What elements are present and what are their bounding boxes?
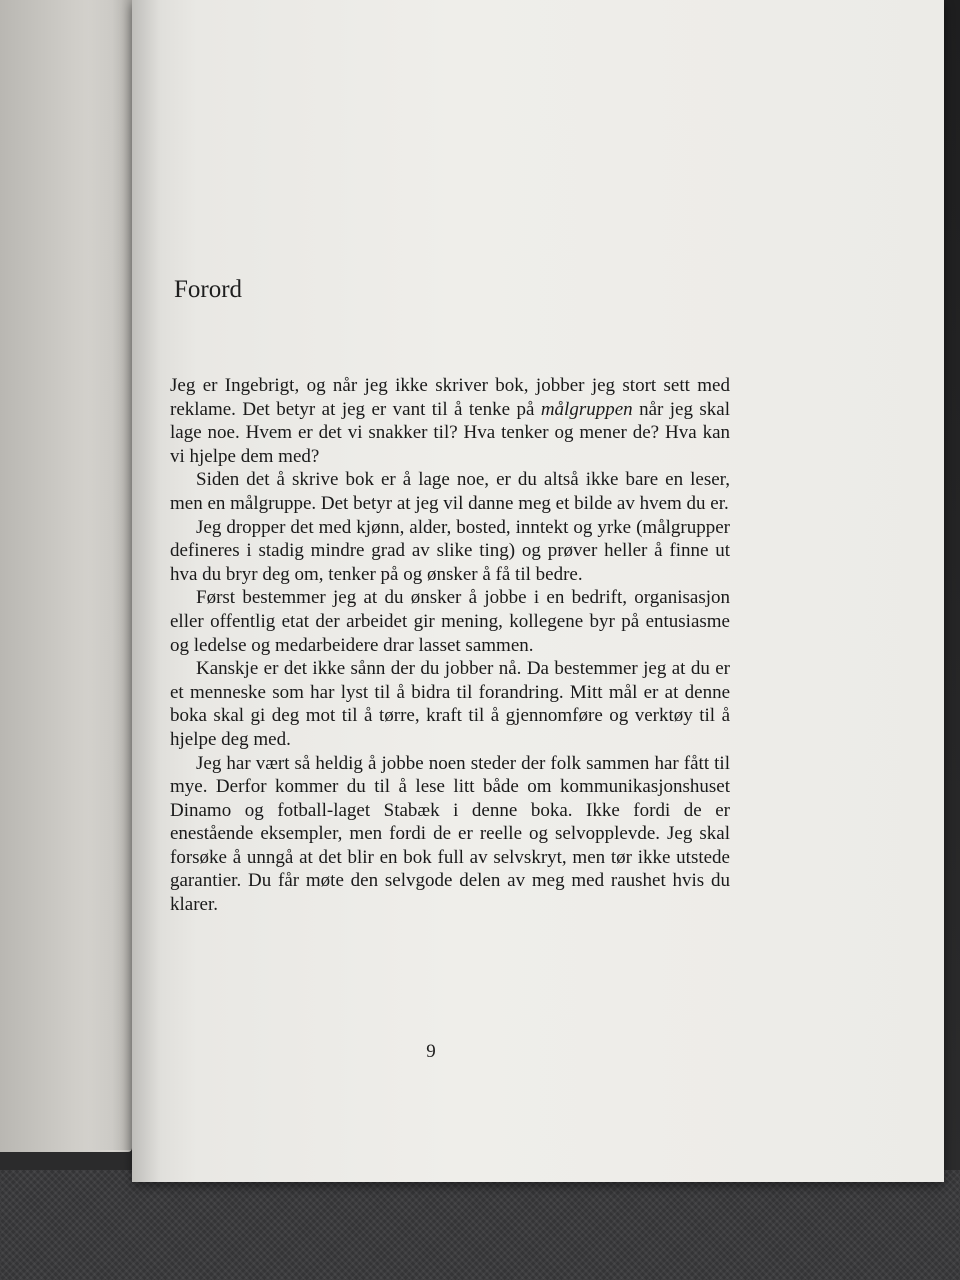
- book-gutter: [88, 0, 136, 1150]
- paragraph-1-start: Jeg er Ingebrigt, og når jeg ikke skriver bok, jobber jeg stort sett med reklame. Det betyr at jeg er vant til å tenke på: [170, 375, 730, 420]
- paragraph-4: Først bestemmer jeg at du ønsker å jobbe i en bedrift, organisasjon eller offentlig etat der arbeidet gir mening, kollegene byr på entusiasme og ledelse og medarbeidere drar lasset sammen.: [170, 587, 730, 656]
- paragraph-1-end: når jeg skal lage noe. Hvem er det vi snakker til? Hva tenker og mener de? Hva kan vi hjelpe dem med?: [170, 398, 731, 467]
- paragraph-5: Kanskje er det ikke sånn der du jobber nå. Da bestemmer jeg at du er et menneske som har lyst til å bidra til forandring. Mitt mål er at denne boka skal gi deg mot til å tørre, kraft til å gjennomføre og verktøy til å hjelpe deg med.: [170, 658, 730, 750]
- fabric-surface: [0, 1170, 960, 1280]
- paragraph-1: [170, 374, 730, 468]
- paragraph-6: Jeg har vært så heldig å jobbe noen steder der folk sammen har fått til mye. Derfor kommer du til å lese litt både om kommunikasjonshuset Dinamo og fotball-laget Stabæk i denne boka. Ikke fordi de er enestående eksempler, men fordi de er reelle og selvopplevde. Jeg skal forsøke å unngå at det blir en bok full av selvskryt, men tør ikke utstede garantier. Du får møte den selvgode delen av meg med raushet hvis du klarer.: [170, 752, 730, 916]
- right-page: [132, 0, 944, 1182]
- emphasized-word: målgruppen: [540, 398, 633, 420]
- page-number: 9: [426, 1041, 436, 1062]
- paragraph-3: Jeg dropper det med kjønn, alder, bosted, inntekt og yrke (målgrupper defineres i stadig mindre grad av slike ting) og prøver heller å finne ut hva du bryr deg om, tenker på og ønsker å få til bedre.: [170, 516, 730, 585]
- chapter-heading: Forord: [174, 276, 243, 303]
- body-text: [170, 374, 730, 917]
- paragraph-2: Siden det å skrive bok er å lage noe, er du altså ikke bare en leser, men en målgruppe. Det betyr at jeg vil danne meg et bilde av hvem du er.: [170, 469, 730, 514]
